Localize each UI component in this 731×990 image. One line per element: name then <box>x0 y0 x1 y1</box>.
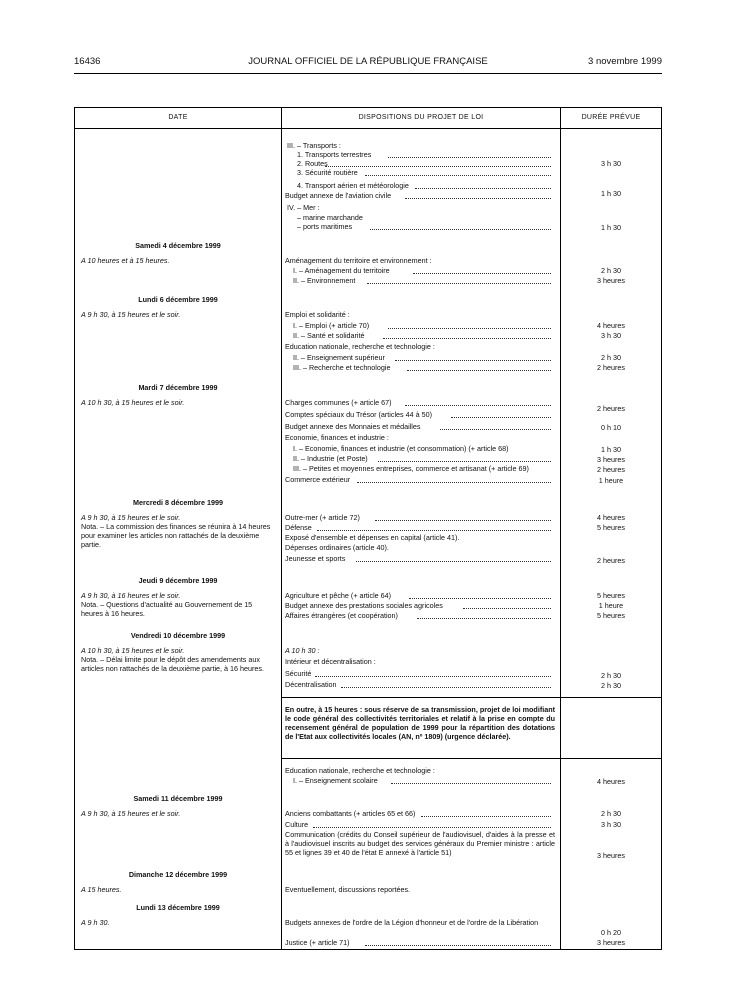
duration: 3 heures <box>597 851 625 860</box>
leader-dots <box>388 328 551 329</box>
header-rule <box>74 73 662 74</box>
leader-dots <box>409 598 551 599</box>
duration: 5 heures <box>597 611 625 620</box>
duration: 3 h 30 <box>601 820 621 829</box>
leader-dots <box>378 461 551 462</box>
day-heading: Lundi 6 décembre 1999 <box>138 295 218 304</box>
issue-date: 3 novembre 1999 <box>588 56 662 67</box>
duration: 3 heures <box>597 276 625 285</box>
disposition-line: Défense <box>285 523 312 532</box>
disposition-line: III. – Transports : <box>287 141 341 150</box>
disposition-line: Décentralisation <box>285 680 337 689</box>
page-header <box>74 56 662 70</box>
duration: 2 h 30 <box>601 266 621 275</box>
disposition-line: – marine marchande <box>297 213 363 222</box>
day-heading: Samedi 11 décembre 1999 <box>133 794 223 803</box>
leader-dots <box>417 618 551 619</box>
day-heading: Vendredi 10 décembre 1999 <box>130 631 226 640</box>
duration: 5 heures <box>597 523 625 532</box>
duration: 2 heures <box>597 556 625 565</box>
disposition-line: II. – Santé et solidarité <box>293 331 365 340</box>
disposition-line: – ports maritimes <box>297 222 353 231</box>
disposition-line: Budget annexe des prestations sociales agricoles <box>285 601 443 610</box>
disposition-line: Economie, finances et industrie : <box>285 433 389 442</box>
duration: 0 h 10 <box>601 423 621 432</box>
disposition-line: II. – Industrie (et Poste) <box>293 454 368 463</box>
leader-dots <box>375 520 551 521</box>
leader-dots <box>405 198 551 199</box>
page-number: 16436 <box>74 56 101 67</box>
column-header-dispositions: DISPOSITIONS DU PROJET DE LOI <box>358 114 484 121</box>
disposition-line: 2. Routes <box>297 159 328 168</box>
disposition-line: II. – Environnement <box>293 276 356 285</box>
disposition-line: Budget annexe des Monnaies et médailles <box>285 422 421 431</box>
disposition-line: Sécurité <box>285 669 312 678</box>
duration: 3 h 30 <box>601 159 621 168</box>
duration: 2 h 30 <box>601 671 621 680</box>
disposition-line: 3. Sécurité routière <box>297 168 358 177</box>
disposition-line: IV. – Mer : <box>287 203 320 212</box>
leader-dots <box>415 188 551 189</box>
disposition-line: Education nationale, recherche et technologie : <box>285 342 435 351</box>
disposition-line: Justice (+ article 71) <box>285 938 350 947</box>
duration: 1 h 30 <box>601 223 621 232</box>
disposition-line: I. – Emploi (+ article 70) <box>293 321 370 330</box>
leader-dots <box>405 405 551 406</box>
day-heading: Samedi 4 décembre 1999 <box>135 241 221 250</box>
leader-dots <box>370 229 551 230</box>
duration: 2 h 30 <box>601 681 621 690</box>
duration: 2 heures <box>597 465 625 474</box>
row-rule <box>281 697 661 698</box>
leader-dots <box>407 370 551 371</box>
session-time: A 9 h 30, à 15 heures et le soir. <box>81 513 181 522</box>
disposition-line: Affaires étrangères (et coopération) <box>285 611 398 620</box>
leader-dots <box>451 417 551 418</box>
disposition-line: I. – Economie, finances et industrie (et consommation) (+ article 68) <box>293 444 509 453</box>
leader-dots <box>313 827 551 828</box>
leader-dots <box>421 816 551 817</box>
session-time: A 9 h 30, à 15 heures et le soir. <box>81 809 181 818</box>
disposition-line: Agriculture et pêche (+ article 64) <box>285 591 392 600</box>
journal-title: JOURNAL OFFICIEL DE LA RÉPUBLIQUE FRANÇAISE <box>248 56 488 67</box>
duration: 2 h 30 <box>601 353 621 362</box>
leader-dots <box>413 273 551 274</box>
leader-dots <box>365 945 551 946</box>
row-rule <box>281 758 661 759</box>
column-header-duree: DURÉE PRÉVUE <box>581 114 641 121</box>
day-heading: Lundi 13 décembre 1999 <box>136 903 220 912</box>
leader-dots <box>383 338 551 339</box>
leader-dots <box>356 561 551 562</box>
leader-dots <box>315 676 551 677</box>
nota: Nota. – La commission des finances se réunira à 14 heures pour examiner les articles non rattachés de la deuxième partie. <box>81 522 271 549</box>
duration: 1 h 30 <box>601 189 621 198</box>
column-header-date: DATE <box>168 114 188 121</box>
duration: 4 heures <box>597 777 625 786</box>
disposition-line: Commerce extérieur <box>285 475 351 484</box>
disposition-line: Education nationale, recherche et technologie : <box>285 766 435 775</box>
day-heading: Mercredi 8 décembre 1999 <box>133 498 223 507</box>
session-time: A 9 h 30, à 16 heures et le soir. <box>81 591 181 600</box>
nota: Nota. – Questions d'actualité au Gouvernement de 15 heures à 16 heures. <box>81 600 253 618</box>
duration: 3 heures <box>597 455 625 464</box>
disposition-line: Culture <box>285 820 309 829</box>
disposition-line: Dépenses ordinaires (article 40). <box>285 543 389 552</box>
leader-dots <box>388 157 551 158</box>
session-time: A 9 h 30, à 15 heures et le soir. <box>81 310 181 319</box>
duration: 2 heures <box>597 363 625 372</box>
day-heading: Mardi 7 décembre 1999 <box>138 383 218 392</box>
leader-dots <box>341 687 551 688</box>
duration: 4 heures <box>597 321 625 330</box>
disposition-line: Eventuellement, discussions reportées. <box>285 885 411 894</box>
day-heading: Jeudi 9 décembre 1999 <box>138 576 218 585</box>
disposition-line: Emploi et solidarité : <box>285 310 350 319</box>
disposition-line: I. – Enseignement scolaire <box>293 776 378 785</box>
leader-dots <box>357 482 551 483</box>
disposition-line: Outre-mer (+ article 72) <box>285 513 360 522</box>
session-time: A 15 heures. <box>81 885 122 894</box>
session-time: A 10 heures et à 15 heures. <box>81 256 170 265</box>
disposition-line: I. – Aménagement du territoire <box>293 266 390 275</box>
disposition-line: II. – Enseignement supérieur <box>293 353 385 362</box>
session-time: A 10 h 30, à 15 heures et le soir. <box>81 398 185 407</box>
disposition-line: III. – Petites et moyennes entreprises, commerce et artisanat (+ article 69) <box>293 464 529 473</box>
header-row-rule <box>75 128 661 129</box>
session-time: A 9 h 30. <box>81 918 110 927</box>
disposition-line: Charges communes (+ article 67) <box>285 398 392 407</box>
duration: 4 heures <box>597 513 625 522</box>
disposition-line: Comptes spéciaux du Trésor (articles 44 à 50) <box>285 410 433 419</box>
leader-dots <box>325 166 551 167</box>
disposition-line: Budget annexe de l'aviation civile <box>285 191 392 200</box>
day-heading: Dimanche 12 décembre 1999 <box>128 870 228 879</box>
leader-dots <box>440 429 551 430</box>
disposition-line: A 10 h 30 : <box>285 646 320 655</box>
duration: 1 h 30 <box>601 445 621 454</box>
disposition-line: 4. Transport aérien et météorologie <box>297 181 409 190</box>
duration: 2 heures <box>597 404 625 413</box>
disposition-line: Jeunesse et sports <box>285 554 346 563</box>
leader-dots <box>317 530 551 531</box>
column-divider <box>281 108 282 949</box>
duration: 1 heure <box>598 476 624 485</box>
leader-dots <box>367 283 551 284</box>
disposition-line: Budgets annexes de l'ordre de la Légion d'honneur et de l'ordre de la Libération <box>285 918 539 927</box>
leader-dots <box>395 360 551 361</box>
duration: 5 heures <box>597 591 625 600</box>
duration: 2 h 30 <box>601 809 621 818</box>
nota: Nota. – Délai limite pour le dépôt des amendements aux articles non rattachés de la deuxième partie, à 16 heures. <box>81 655 264 673</box>
disposition-line: Aménagement du territoire et environnement : <box>285 256 432 265</box>
leader-dots <box>463 608 551 609</box>
leader-dots <box>391 783 551 784</box>
duration: 3 heures <box>597 938 625 947</box>
disposition-line: Communication (crédits du Conseil supérieur de l'audiovisuel, d'aides à la presse et à l'audiovisuel inscrits au budget des services généraux du Premier ministre : article 55 et lignes 39 et 40 de l'état E annexé à l'article 51) <box>285 830 555 857</box>
disposition-line: Intérieur et décentralisation : <box>285 657 376 666</box>
duration: 0 h 20 <box>601 928 621 937</box>
en-outre-note: En outre, à 15 heures : sous réserve de sa transmission, projet de loi modifiant le code général des collectivités territoriales et relatif à la prise en compte du recensement général de population de 1999 pour la répartition des dotations de l'Etat aux collectivités locales (AN, nº 1809) (urgence déclarée). <box>285 705 555 741</box>
schedule-table <box>74 107 662 950</box>
disposition-line: III. – Recherche et technologie <box>293 363 391 372</box>
session-time: A 10 h 30, à 15 heures et le soir. <box>81 646 185 655</box>
duration: 1 heure <box>598 601 624 610</box>
duration: 3 h 30 <box>601 331 621 340</box>
disposition-line: 1. Transports terrestres <box>297 150 372 159</box>
disposition-line: Exposé d'ensemble et dépenses en capital (article 41). <box>285 533 460 542</box>
disposition-line: Anciens combattants (+ articles 65 et 66) <box>285 809 416 818</box>
leader-dots <box>365 175 551 176</box>
